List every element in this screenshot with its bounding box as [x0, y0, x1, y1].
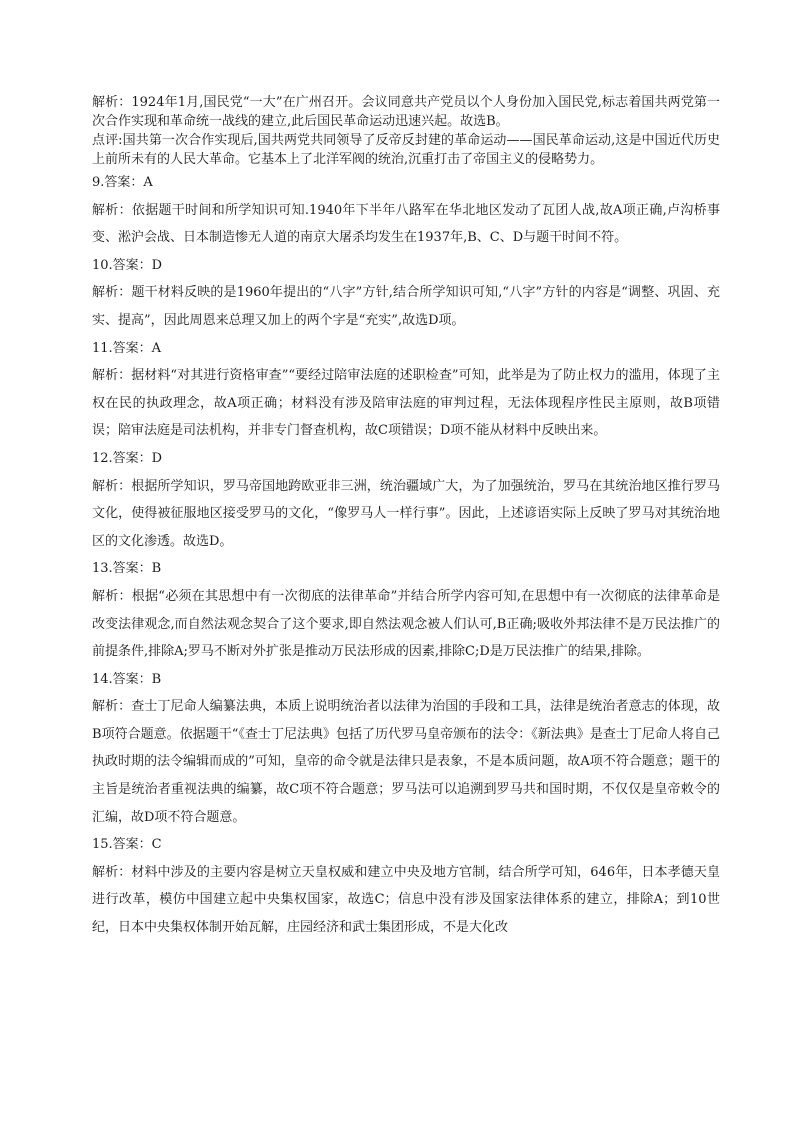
paragraph-analysis-10: 解析：题干材料反映的是1960年提出的“八字”方针,结合所学知识可知,“八字”方针的内容是“调整、巩固、充实、提高”，因此周恩来总理又加上的两个字是“充实”,故选D项。	[92, 285, 720, 328]
paragraph-analysis-14: 解析：查士丁尼命人编纂法典，本质上说明统治者以法律为治国的手段和工具，法律是统治者意志的体现，故B项符合题意。依据题干“《查士丁尼法典》包括了历代罗马皇帝颁布的法令：《新法典》是查士丁尼命人将自己执政时期的法令编辑而成的”可知，皇帝的命令就是法律只是表象，不是本质问题，故A项不符合题意；题干的主旨是统治者重视法典的编纂，故C项不符合题意；罗马法可以追溯到罗马共和国时期，不仅仅是皇帝敕令的汇编，故D项不符合题意。	[92, 699, 720, 825]
answer-heading-14: 14.答案：B	[92, 671, 162, 687]
answer-heading-12: 12.答案：D	[92, 450, 163, 466]
answer-page	[92, 93, 720, 942]
paragraph-analysis-12: 解析：根据所学知识，罗马帝国地跨欧亚非三洲，统治疆域广大，为了加强统治，罗马在其统治地区推行罗马文化，使得被征服地区接受罗马的文化，“像罗马人一样行事”。因此，上述谚语实际上反映了罗马对其统治地区的文化渗透。故选D。	[92, 478, 720, 549]
answer-heading-13: 13.答案：B	[92, 561, 162, 577]
paragraph-comment-8: 点评:国共第一次合作实现后,国共两党共同领导了反帝反封建的革命运动——国民革命运动,这是中国近代历史上前所未有的人民大革命。它基本上了北洋军阀的统治,沉重打击了帝国主义的侵略势力。	[92, 133, 720, 167]
paragraph-analysis-13: 解析：根据“必须在其思想中有一次彻底的法律革命”并结合所学内容可知,在思想中有一次彻底的法律革命是改变法律观念,而自然法观念契合了这个要求,即自然法观念被人们认可,B正确;吸收外邦法律不是万民法推广的前提条件,排除A;罗马不断对外扩张是推动万民法形成的因素,排除C;D是万民法推广的结果,排除。	[92, 588, 720, 660]
paragraph-analysis-11: 解析：据材料“对其进行资格审查”“要经过陪审法庭的述职检查”可知，此举是为了防止权力的滥用，体现了主权在民的执政理念，故A项正确；材料没有涉及陪审法庭的审判过程，无法体现程序性民主原则，故B项错误；陪审法庭是司法机构，并非专门督查机构，故C项错误；D项不能从材料中反映出来。	[92, 368, 720, 439]
answer-heading-15: 15.答案：C	[92, 837, 162, 853]
answer-heading-9: 9.答案：A	[92, 175, 153, 190]
paragraph-analysis-15: 解析：材料中涉及的主要内容是树立天皇权威和建立中央及地方官制，结合所学可知，646年，日本孝德天皇进行改革，模仿中国建立起中央集权国家，故选C；信息中没有涉及国家法律体系的建立，排除A；到10世纪，日本中央集权体制开始瓦解，庄园经济和武士集团形成，不是大化改	[92, 864, 720, 936]
paragraph-analysis-9: 解析：依据题干时间和所学知识可知.1940年下半年八路军在华北地区发动了瓦团人战,故A项正确,卢沟桥事变、淞沪会战、日本制造惨无人道的南京大屠杀均发生在1937年,B、C、D与题干时间不符。	[92, 202, 720, 246]
answer-heading-10: 10.答案：D	[92, 257, 163, 273]
answer-heading-11: 11.答案：A	[92, 340, 162, 356]
paragraph-analysis-8: 解析：1924年1月,国民党“一大”在广州召开。会议同意共产党员以个人身份加入国民党,标志着国共两党第一次合作实现和革命统一战线的建立,此后国民革命运动迅速兴起。故选B。	[92, 95, 720, 129]
